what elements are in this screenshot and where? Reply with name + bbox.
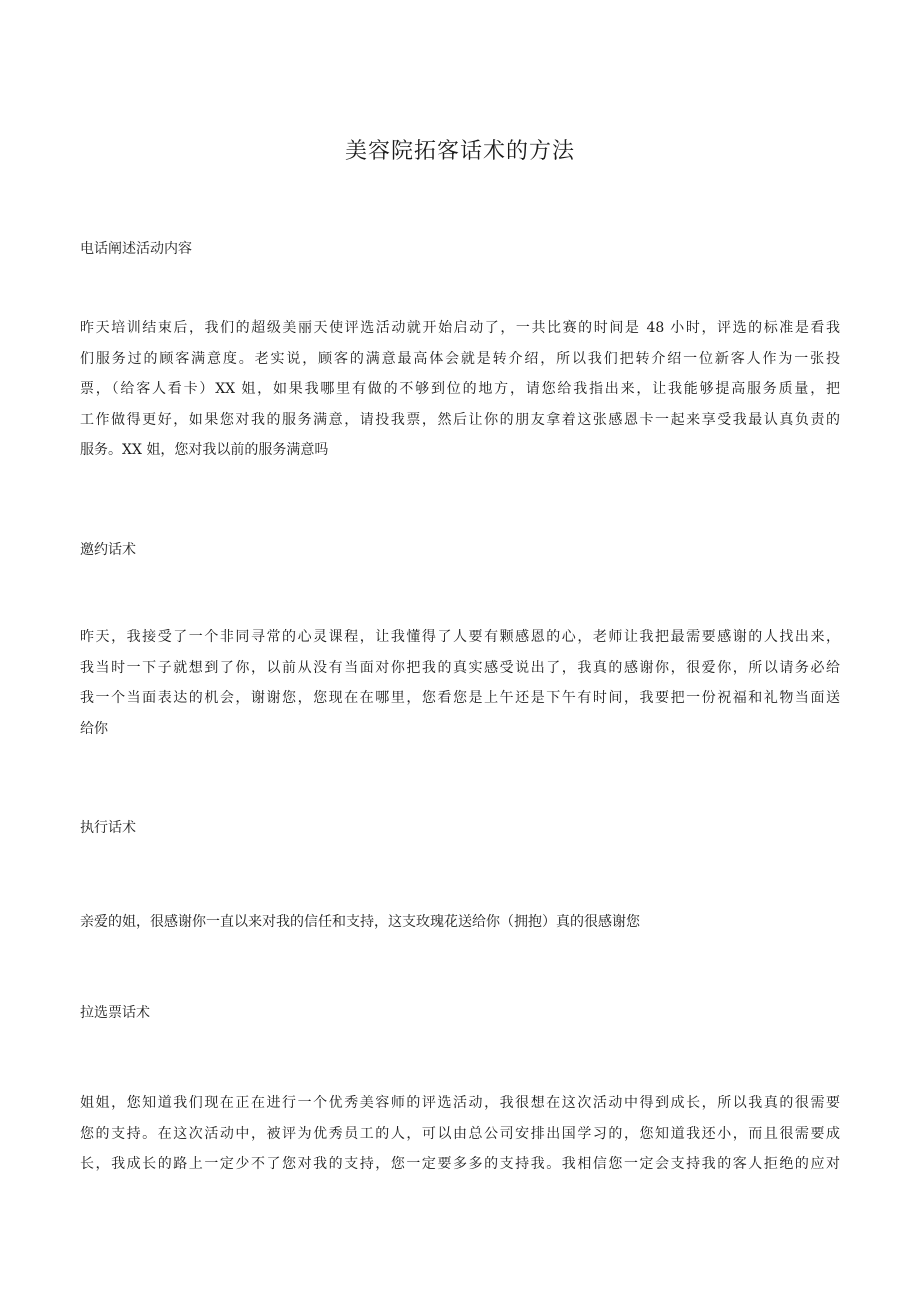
paragraph-line: 昨天，我接受了一个非同寻常的心灵课程，让我懂得了人要有颗感恩的心，老师让我把最需要感谢的人找出来， — [80, 629, 840, 645]
paragraph-line: 票，（给客人看卡）XX 姐，如果我哪里有做的不够到位的地方，请您给我指出来，让我能够提高服务质量，把 — [80, 381, 840, 398]
section-paragraph — [80, 622, 840, 744]
paragraph-line: 服务。XX 姐，您对我以前的服务满意吗 — [80, 442, 329, 459]
section-heading: 电话阐述活动内容 — [80, 241, 192, 257]
paragraph-line: 您的支持。在这次活动中，被评为优秀员工的人，可以由总公司安排出国学习的，您知道我还小，而且很需要成 — [80, 1125, 840, 1142]
paragraph-line: 亲爱的姐，很感谢你一直以来对我的信任和支持，这支玫瑰花送给你（拥抱）真的很感谢您 — [80, 914, 640, 930]
document-title: 美容院拓客话术的方法 — [344, 139, 575, 164]
section-paragraph — [80, 907, 840, 938]
paragraph-line: 长，我成长的路上一定少不了您对我的支持，您一定要多多的支持我。我相信您一定会支持我的客人拒绝的应对 — [80, 1156, 840, 1173]
section-heading: 执行话术 — [80, 820, 136, 836]
paragraph-line: 给你 — [80, 720, 108, 737]
section-heading: 邀约话术 — [80, 542, 136, 558]
paragraph-line: 昨天培训结束后，我们的超级美丽天使评选活动就开始启动了，一共比赛的时间是 48 小时，评选的标准是看我 — [80, 320, 840, 336]
paragraph-line: 姐姐，您知道我们现在正在进行一个优秀美容师的评选活动，我很想在这次活动中得到成长，所以我真的很需要 — [80, 1095, 840, 1111]
paragraph-line: 工作做得更好，如果您对我的服务满意，请投我票，然后让你的朋友拿着这张感恩卡一起来享受我最认真负责的 — [80, 411, 840, 428]
paragraph-line: 们服务过的顾客满意度。老实说，顾客的满意最高体会就是转介绍，所以我们把转介绍一位新客人作为一张投 — [80, 350, 840, 367]
paragraph-line: 我一个当面表达的机会，谢谢您，您现在在哪里，您看您是上午还是下午有时间，我要把一份祝福和礼物当面送 — [80, 690, 840, 707]
section-heading: 拉选票话术 — [80, 1005, 150, 1021]
section-paragraph — [80, 1088, 840, 1180]
section-paragraph — [80, 313, 840, 466]
paragraph-line: 我当时一下子就想到了你，以前从没有当面对你把我的真实感受说出了，我真的感谢你，很爱你，所以请务必给 — [80, 659, 840, 676]
